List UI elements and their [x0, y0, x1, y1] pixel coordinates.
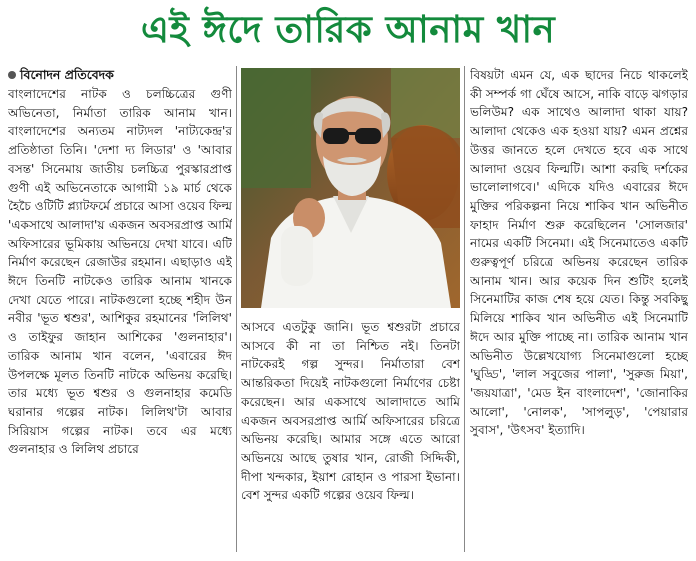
article-text-right: বিষয়টা এমন যে, এক ছাদের নিচে থাকলেই কী সম্পর্ক গা ঘেঁষে আসে, নাকি বাড়ে ঝগড়ার ভলিউম? এক সাথেও আলাদা থাকা যায়? আলাদা থেকেও এক হওয়া যায়? এমন প্রশ্নের উত্তর জানতে হলে দেখতে হবে এক সাথে আলাদা ওয়েব ফিল্মটি। আশা করছি দর্শকের ভালোলাগবে।' এদিকে যদিও এবারের ঈদে মুক্তির পরিকল্পনা নিয়ে শাকিব খান অভিনীত ফাহাদ নির্মাণ শুরু করেছিলেন 'সোলজার' নামের একটি সিনেমা। এই সিনেমাতেও একটি গুরুত্বপূর্ণ চরিত্রে অভিনয় করেছেন তারিক আনাম খান। আর কয়েক দিন শুটিং হলেই সিনেমাটির কাজ শেষ হয়ে যেত। কিন্তু সবকিছু মিলিয়ে শাকিব খান অভিনীত এই সিনেমাটি ঈদে আর মুক্তি পাচ্ছে না। তারিক আনাম খান অভিনীত উল্লেখযোগ্য সিনেমাগুলো হচ্ছে 'ঘুড্ডি', 'লাল সবুজের পালা', 'সুরুজ মিয়া', 'জয়যাত্রা', 'মেড ইন বাংলাদেশ', 'জোনাকির আলো', 'নোলক', 'সাপলুড়', 'পেয়ারার সুবাস', 'উৎসব' ইত্যাদি। — [470, 68, 688, 438]
portrait-photo — [241, 68, 460, 308]
column-divider — [464, 66, 465, 552]
headline: এই ঈদে তারিক আনাম খান — [140, 8, 556, 51]
bullet-icon — [8, 71, 16, 79]
article-column-left — [8, 66, 232, 554]
article-column-middle — [241, 318, 460, 554]
column-divider — [236, 66, 237, 552]
article-text-left: বাংলাদেশের নাটক ও চলচ্চিত্রের গুণী অভিনেতা, নির্মাতা তারিক আনাম খান। বাংলাদেশের অন্যতম নাট্যদল 'নাট্যকেন্দ্র'র প্রতিষ্ঠাতা তিনি। 'দেশা দ্য লিডার' ও 'আবার বসন্ত' সিনেমায় জাতীয় চলচ্চিত্র পুরস্কারপ্রাপ্ত গুণী এই অভিনেতাকে আগামী ১৯ মার্চ থেকে হৈচৈ ওটিটি প্ল্যাটফর্মে প্রচারে আসা ওয়েব ফিল্ম 'একসাথে আলাদা'য় একজন অবসরপ্রাপ্ত আর্মি অফিসারের ভূমিকায় অভিনয়ে দেখা যাবে। এটি নির্মাণ করেছেন রেজাউর রহমান। এছাড়াও এই ঈদে তিনটি নাটকেও তারিক আনাম খানকে দেখা যেতে পারে। নাটকগুলো হচ্ছে শহীদ উন নবীর 'ভূত শ্বশুর', আশিকুর রহমানের 'লিলিথ' ও তাইফুর জাহান আশিকের 'গুলনাহার'। তারিক আনাম খান বলেন, 'এবারের ঈদ উপলক্ষে মূলত তিনটি নাটকে অভিনয় করেছি। তার মধ্যে ভূত শ্বশুর ও গুলনাহার কমেডি ঘরানার গল্পের নাটক। লিলিথ'টা আবার সিরিয়াস গল্পের নাটক। তবে এর মধ্যে গুলনাহার ও লিলিথ প্রচারে — [8, 87, 232, 457]
byline — [8, 66, 232, 84]
article-text-middle: আসবে এতটুকু জানি। ভূত শ্বশুরটা প্রচারে আসবে কী না তা নিশ্চিত নই। তিনটা নাটকেরই গল্প সুন্দর। নির্মাতারা বেশ আন্তরিকতা দিয়েই নাটকগুলো নির্মাণের চেষ্টা করেছেন। আর একসাথে আলাদাতে আমি একজন অবসরপ্রাপ্ত আর্মি অফিসারের চরিত্রে অভিনয় করেছি। আমার সঙ্গে এতে আরো অভিনয়ে আছে তুষার খান, রোজী সিদ্দিকী, দীপা খন্দকার, ইয়াশ রোহান ও পারসা ইভানা। বেশ সুন্দর একটি গল্পের ওয়েব ফিল্ম। — [241, 320, 460, 503]
article-column-right — [470, 66, 688, 554]
portrait-illustration — [241, 68, 460, 308]
byline-text: বিনোদন প্রতিবেদক — [20, 67, 114, 82]
